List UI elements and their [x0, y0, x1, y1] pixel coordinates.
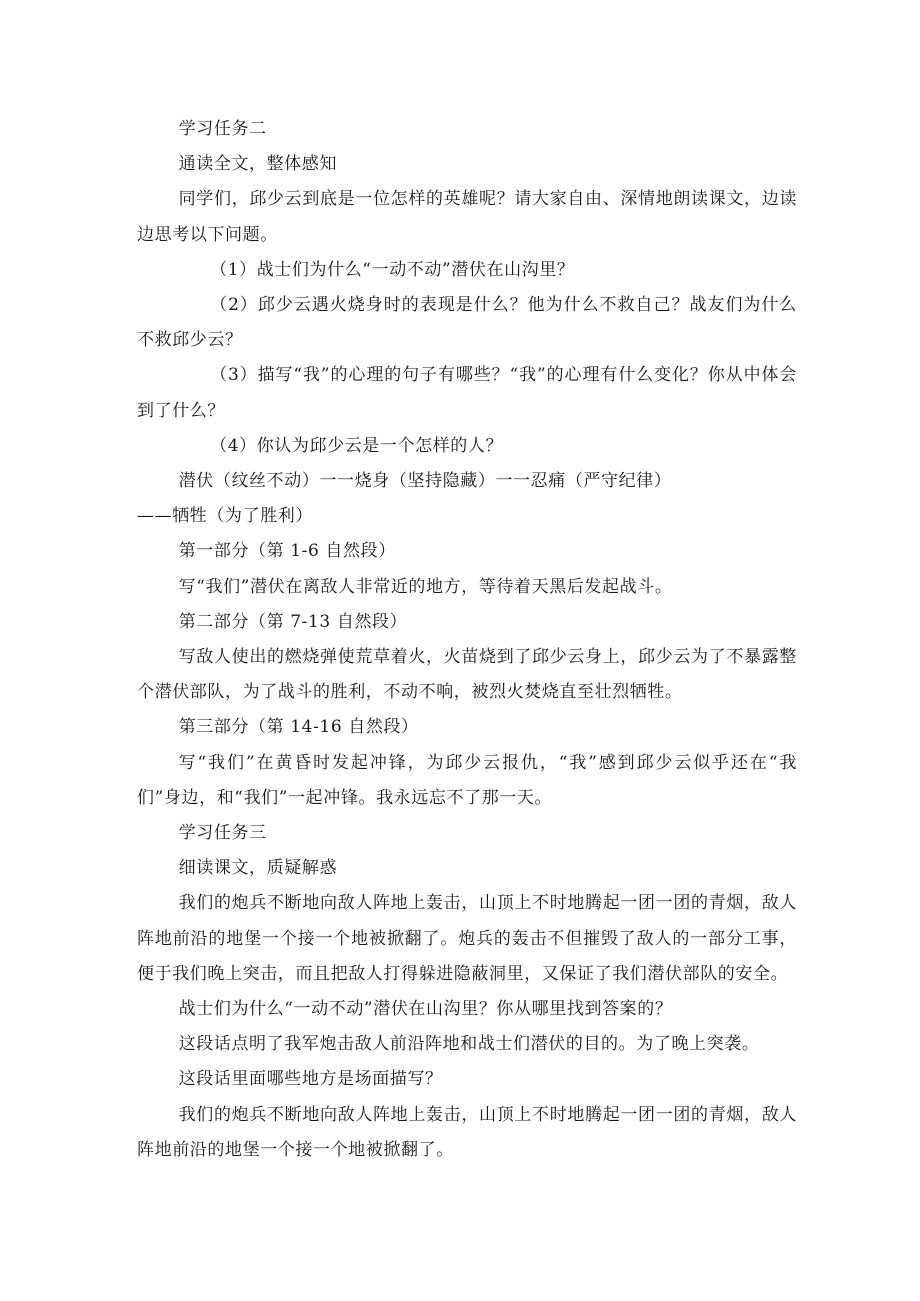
part2-title: 第二部分（第 7-13 自然段） [178, 611, 408, 632]
part1-title: 第一部分（第 1-6 自然段） [178, 541, 396, 562]
question-b: 这段话里面哪些地方是场面描写？ [178, 1069, 443, 1090]
excerpt-1: 我们的炮兵不断地向敌人阵地上轰击，山顶上不时地腾起一团一团的青烟，敌人阵地前沿的地堡一个接一个地被掀翻了。炮兵的轰击不但摧毁了敌人的一部分工事，便于我们晚上突击，而且把敌人打得躲进隐蔽洞里，又保证了我们潜伏部队的安全。 [137, 893, 797, 984]
answer-a: 这段话点明了我军炮击敌人前沿阵地和战士们潜伏的目的。为了晚上突袭。 [178, 1034, 760, 1055]
part3-title: 第三部分（第 14-16 自然段） [178, 717, 419, 738]
question-3: （3）描写“我”的心理的句子有哪些？“我”的心理有什么变化？你从中体会到了什么？ [137, 365, 797, 421]
document-body [137, 112, 797, 1168]
question-2: （2）邱少云遇火烧身时的表现是什么？他为什么不救自己？战友们为什么不救邱少云？ [137, 295, 797, 351]
task3-title: 学习任务三 [178, 823, 267, 844]
part3-text: 写“我们”在黄昏时发起冲锋，为邱少云报仇，“我”感到邱少云似乎还在“我们”身边，和“我们”一起冲锋。我永远忘不了那一天。 [137, 752, 797, 808]
part2-text: 写敌人使出的燃烧弹使荒草着火，火苗烧到了邱少云身上，邱少云为了不暴露整个潜伏部队，为了战斗的胜利，不动不响，被烈火焚烧直至壮烈牺牲。 [137, 647, 797, 703]
intro-paragraph: 同学们，邱少云到底是一位怎样的英雄呢？请大家自由、深情地朗读课文，边读边思考以下问题。 [137, 189, 797, 245]
question-4: （4）你认为邱少云是一个怎样的人？ [210, 435, 504, 456]
question-1: （1）战士们为什么“一动不动”潜伏在山沟里？ [210, 259, 575, 280]
question-a: 战士们为什么“一动不动”潜伏在山沟里？你从哪里找到答案的？ [178, 999, 673, 1020]
flow-line-1: 潜伏（纹丝不动）一一烧身（坚持隐藏）一一忍痛（严守纪律） [178, 471, 672, 492]
excerpt-2: 我们的炮兵不断地向敌人阵地上轰击，山顶上不时地腾起一团一团的青烟，敌人阵地前沿的地堡一个接一个地被掀翻了。 [137, 1104, 797, 1160]
flow-line-2: ——牺牲（为了胜利） [137, 506, 313, 527]
part1-text: 写“我们”潜伏在离敌人非常近的地方，等待着天黑后发起战斗。 [178, 576, 673, 597]
task2-subtitle: 通读全文，整体感知 [178, 154, 338, 175]
task2-title: 学习任务二 [178, 119, 267, 139]
task3-subtitle: 细读课文，质疑解惑 [178, 858, 338, 879]
